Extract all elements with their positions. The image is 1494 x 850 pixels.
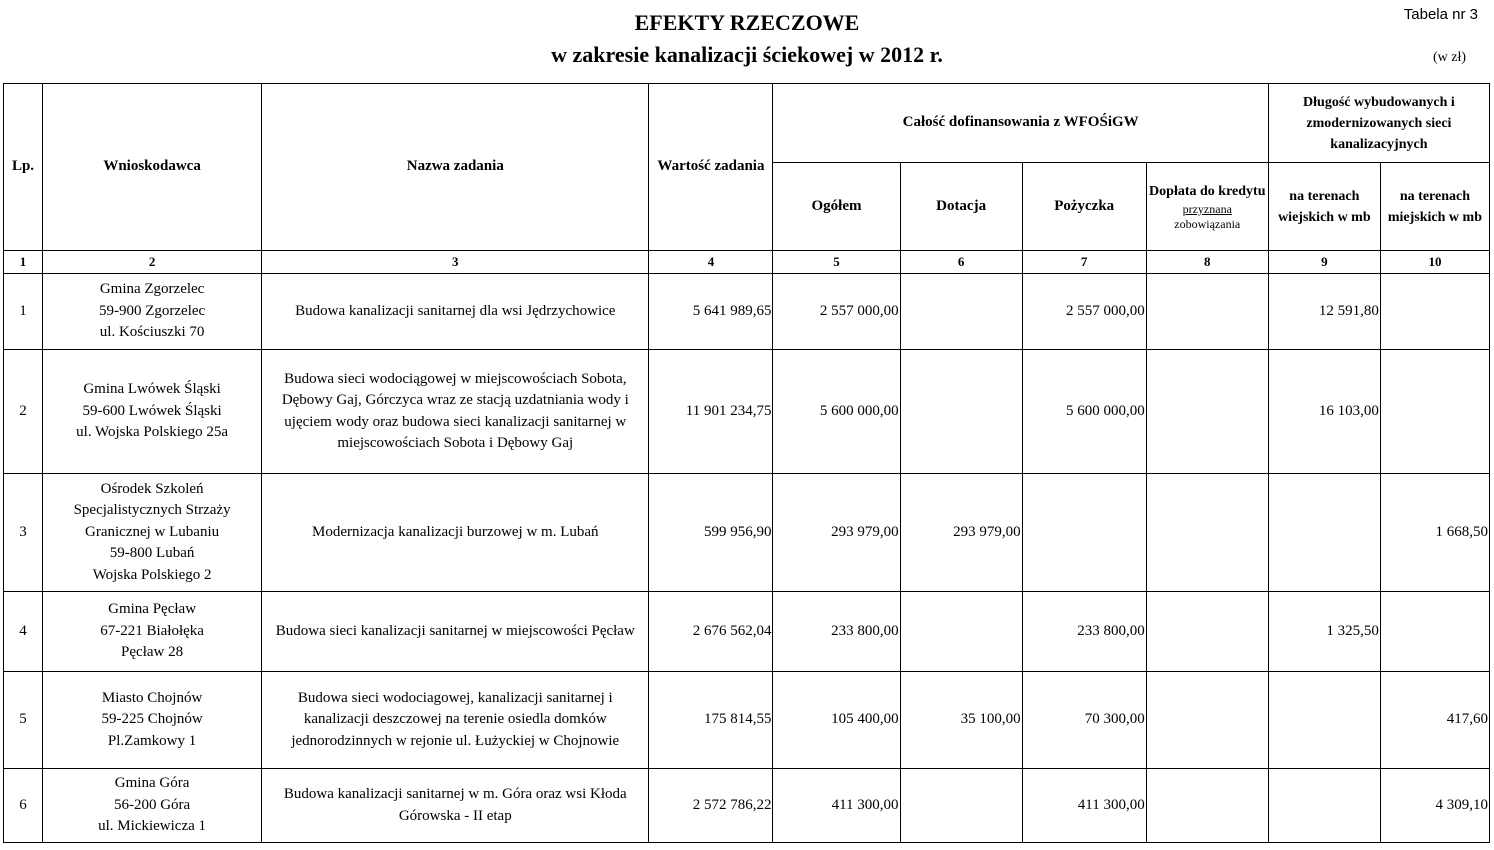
cell-task: Budowa sieci wodociagowej, kanalizacji sanitarnej i kanalizacji deszczowej na terenie osiedla domków jednorodzinnych w rejonie ul. Łużyckiej w Chojnowie xyxy=(262,672,649,769)
cell-loan: 411 300,00 xyxy=(1022,769,1146,843)
table-row xyxy=(4,274,1490,350)
column-number: 1 xyxy=(4,251,43,274)
cell-credit-subsidy xyxy=(1146,274,1268,350)
cell-credit-subsidy xyxy=(1146,474,1268,592)
applicant-line: 59-800 Lubań xyxy=(109,545,195,562)
table-number: Tabela nr 3 xyxy=(1403,6,1478,23)
table-row xyxy=(4,350,1490,474)
applicant-line: Pęcław 28 xyxy=(121,644,184,661)
cell-urban xyxy=(1380,350,1489,474)
cell-grant xyxy=(900,769,1022,843)
cell-task-value: 5 641 989,65 xyxy=(649,274,773,350)
cell-total: 411 300,00 xyxy=(773,769,900,843)
cell-lp: 6 xyxy=(4,769,43,843)
header-urban: na terenach miejskich w mb xyxy=(1380,163,1489,251)
currency-unit: (w zł) xyxy=(1432,50,1466,65)
column-number: 9 xyxy=(1268,251,1380,274)
applicant-line: Wojska Polskiego 2 xyxy=(92,566,212,583)
column-number: 8 xyxy=(1146,251,1268,274)
header-applicant: Wnioskodawca xyxy=(43,84,262,251)
cell-total: 233 800,00 xyxy=(773,592,900,672)
applicant-line: 59-600 Lwówek Śląski xyxy=(82,402,222,419)
applicant-line: ul. Kościuszki 70 xyxy=(99,324,205,341)
cell-task-value: 175 814,55 xyxy=(649,672,773,769)
cell-task: Budowa kanalizacji sanitarnej w m. Góra oraz wsi Kłoda Górowska - II etap xyxy=(262,769,649,843)
header-total: Ogółem xyxy=(773,163,900,251)
cell-task: Budowa kanalizacji sanitarnej dla wsi Jędrzychowice xyxy=(262,274,649,350)
applicant-line: Gmina Zgorzelec xyxy=(99,281,205,298)
applicant-line: 59-900 Zgorzelec xyxy=(98,302,206,319)
cell-applicant xyxy=(43,350,262,474)
cell-lp: 1 xyxy=(4,274,43,350)
cell-loan: 233 800,00 xyxy=(1022,592,1146,672)
cell-task: Modernizacja kanalizacji burzowej w m. Lubań xyxy=(262,474,649,592)
cell-rural: 12 591,80 xyxy=(1268,274,1380,350)
column-number: 10 xyxy=(1380,251,1489,274)
credit-subsidy-commitments: zobowiązania xyxy=(1174,217,1241,231)
cell-applicant xyxy=(43,274,262,350)
cell-urban xyxy=(1380,274,1489,350)
header-network-length: Długość wybudowanych i zmodernizowanych sieci kanalizacyjnych xyxy=(1268,84,1489,163)
column-number-row xyxy=(4,251,1490,274)
cell-task: Budowa sieci wodociągowej w miejscowościach Sobota, Dębowy Gaj, Górczyca wraz ze stacją uzdatniania wody i ujęciem wody oraz budowa sieci kanalizacji sanitarnej w miejscowościach Sobota i Dębowy Gaj xyxy=(262,350,649,474)
table-row xyxy=(4,474,1490,592)
cell-task-value: 2 572 786,22 xyxy=(649,769,773,843)
cell-rural xyxy=(1268,769,1380,843)
header-rural: na terenach wiejskich w mb xyxy=(1268,163,1380,251)
applicant-line: Gmina Góra xyxy=(114,775,190,792)
column-number: 3 xyxy=(262,251,649,274)
cell-loan: 2 557 000,00 xyxy=(1022,274,1146,350)
applicant-line: ul. Wojska Polskiego 25a xyxy=(76,424,229,441)
credit-subsidy-label: Dopłata do kredytu xyxy=(1149,184,1266,199)
column-number: 2 xyxy=(43,251,262,274)
cell-loan: 70 300,00 xyxy=(1022,672,1146,769)
applicant-line: 59-225 Chojnów xyxy=(101,711,203,728)
cell-rural: 16 103,00 xyxy=(1268,350,1380,474)
header-task-value: Wartość zadania xyxy=(649,84,773,251)
cell-task: Budowa sieci kanalizacji sanitarnej w miejscowości Pęcław xyxy=(262,592,649,672)
cell-grant: 35 100,00 xyxy=(900,672,1022,769)
cell-lp: 4 xyxy=(4,592,43,672)
table-row xyxy=(4,592,1490,672)
cell-credit-subsidy xyxy=(1146,592,1268,672)
cell-grant xyxy=(900,592,1022,672)
cell-credit-subsidy xyxy=(1146,672,1268,769)
cell-urban xyxy=(1380,592,1489,672)
header-loan: Pożyczka xyxy=(1022,163,1146,251)
cell-rural: 1 325,50 xyxy=(1268,592,1380,672)
document-subtitle: w zakresie kanalizacji ściekowej w 2012 r. xyxy=(551,42,943,67)
cell-total: 5 600 000,00 xyxy=(773,350,900,474)
applicant-line: ul. Mickiewicza 1 xyxy=(98,818,207,835)
cell-loan: 5 600 000,00 xyxy=(1022,350,1146,474)
applicant-line: Pl.Zamkowy 1 xyxy=(107,732,197,749)
cell-rural xyxy=(1268,474,1380,592)
cell-urban: 1 668,50 xyxy=(1380,474,1489,592)
cell-task-value: 599 956,90 xyxy=(649,474,773,592)
applicant-line: 56-200 Góra xyxy=(113,796,191,813)
cell-task-value: 2 676 562,04 xyxy=(649,592,773,672)
cell-grant: 293 979,00 xyxy=(900,474,1022,592)
effects-table xyxy=(3,83,1490,843)
document-title: EFEKTY RZECZOWE xyxy=(634,10,860,35)
cell-urban: 417,60 xyxy=(1380,672,1489,769)
cell-credit-subsidy xyxy=(1146,769,1268,843)
cell-lp: 5 xyxy=(4,672,43,769)
column-number: 6 xyxy=(900,251,1022,274)
cell-applicant xyxy=(43,592,262,672)
header-lp: Lp. xyxy=(4,84,43,251)
cell-total: 2 557 000,00 xyxy=(773,274,900,350)
cell-applicant xyxy=(43,672,262,769)
cell-credit-subsidy xyxy=(1146,350,1268,474)
cell-total: 293 979,00 xyxy=(773,474,900,592)
cell-grant xyxy=(900,274,1022,350)
cell-loan xyxy=(1022,474,1146,592)
header-grant: Dotacja xyxy=(900,163,1022,251)
header-credit-subsidy xyxy=(1146,163,1268,251)
applicant-line: Ośrodek Szkoleń Specjalistycznych Strzaży Granicznej w Lubaniu xyxy=(73,480,231,540)
cell-lp: 2 xyxy=(4,350,43,474)
cell-task-value: 11 901 234,75 xyxy=(649,350,773,474)
applicant-line: Gmina Pęcław xyxy=(108,601,197,618)
applicant-line: Miasto Chojnów xyxy=(101,689,203,706)
cell-grant xyxy=(900,350,1022,474)
column-number: 5 xyxy=(773,251,900,274)
applicant-line: Gmina Lwówek Śląski xyxy=(83,381,221,398)
column-number: 7 xyxy=(1022,251,1146,274)
cell-total: 105 400,00 xyxy=(773,672,900,769)
column-number: 4 xyxy=(649,251,773,274)
header-task-name: Nazwa zadania xyxy=(262,84,649,251)
cell-applicant xyxy=(43,474,262,592)
applicant-line: 67-221 Białołęka xyxy=(100,622,204,639)
header-total-funding: Całość dofinansowania z WFOŚiGW xyxy=(773,84,1268,163)
cell-rural xyxy=(1268,672,1380,769)
cell-lp: 3 xyxy=(4,474,43,592)
cell-applicant xyxy=(43,769,262,843)
credit-subsidy-granted: przyznana xyxy=(1182,202,1232,216)
cell-urban: 4 309,10 xyxy=(1380,769,1489,843)
table-row xyxy=(4,769,1490,843)
table-row xyxy=(4,672,1490,769)
